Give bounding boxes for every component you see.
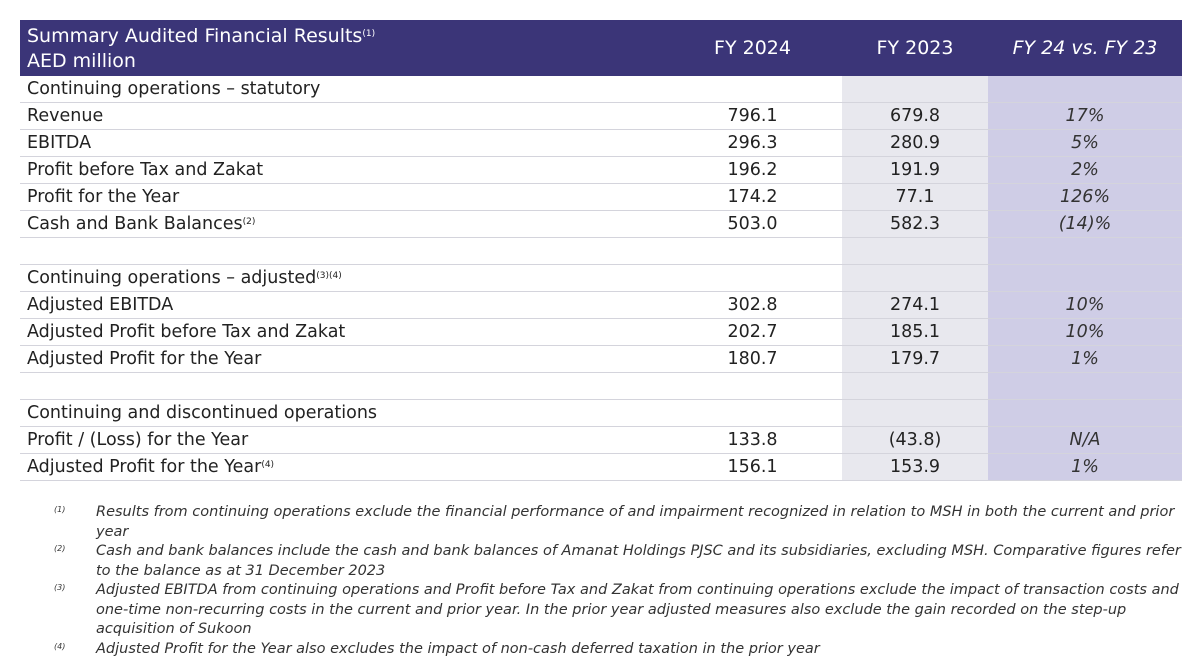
column-header-fy2023: FY 2023 [842,20,988,76]
cell-change: 1% [988,454,1182,480]
cell-fy2024: 133.8 [680,427,825,453]
cell-change [988,373,1182,399]
table-row [20,454,1182,481]
row-label: Revenue [27,103,103,129]
cell-change: 2% [988,157,1182,183]
title-footnote-mark: (1) [362,29,375,39]
cell-fy2023: 77.1 [842,184,988,210]
row-label: Adjusted Profit for the Year [27,346,261,372]
row-label: Continuing operations – statutory [27,76,320,102]
footnote-mark: (4) [261,460,274,470]
footnote-mark: (2) [243,217,256,227]
cell-fy2023: (43.8) [842,427,988,453]
row-label [27,454,274,480]
cell-fy2023: 679.8 [842,103,988,129]
cell-change: 10% [988,292,1182,318]
table-row [20,265,1182,292]
footnote-mark: (3) [54,581,65,595]
row-label: Profit for the Year [27,184,179,210]
table-row [20,76,1182,103]
table-row-spacer [20,238,1182,265]
row-label: EBITDA [27,130,91,156]
footnote-text: Cash and bank balances include the cash and bank balances of Amanat Holdings PJSC and its subsidiaries, excluding MSH. Comparative figures refer to the balance as at 31 December 2023 [96,543,1181,579]
row-label: Adjusted Profit before Tax and Zakat [27,319,345,345]
footnote-mark: (1) [54,503,65,517]
cell-fy2023: 191.9 [842,157,988,183]
cell-fy2023: 274.1 [842,292,988,318]
row-label [27,211,255,237]
footnote-item [54,503,1190,542]
cell-fy2024: 180.7 [680,346,825,372]
cell-fy2024: 156.1 [680,454,825,480]
footnote-item [54,542,1190,581]
row-label: Continuing and discontinued operations [27,400,377,426]
cell-change: 17% [988,103,1182,129]
footnote-mark: (4) [54,640,65,654]
footnote-item [54,581,1190,640]
cell-change: 5% [988,130,1182,156]
row-label [27,265,342,291]
cell-fy2023: 179.7 [842,346,988,372]
cell-fy2023 [842,265,988,291]
row-label-text: Adjusted Profit for the Year [27,457,261,477]
cell-change [988,238,1182,264]
cell-fy2024: 296.3 [680,130,825,156]
cell-change: N/A [988,427,1182,453]
row-label: Profit / (Loss) for the Year [27,427,248,453]
table-row [20,292,1182,319]
cell-fy2024: 196.2 [680,157,825,183]
row-label: Profit before Tax and Zakat [27,157,263,183]
table-row [20,103,1182,130]
table-row-spacer [20,373,1182,400]
cell-fy2023 [842,373,988,399]
cell-change: 126% [988,184,1182,210]
footnote-mark: (2) [54,542,65,556]
cell-fy2024: 503.0 [680,211,825,237]
footnote-item [54,640,1190,659]
cell-fy2023: 280.9 [842,130,988,156]
financial-results-table [20,20,1182,481]
row-label: Adjusted EBITDA [27,292,173,318]
cell-fy2023: 185.1 [842,319,988,345]
table-row [20,157,1182,184]
cell-fy2023: 582.3 [842,211,988,237]
column-header-change: FY 24 vs. FY 23 [988,20,1182,76]
footnote-text: Adjusted Profit for the Year also excludes the impact of non-cash deferred taxation in the prior year [96,641,820,657]
cell-fy2023 [842,238,988,264]
table-title-text: Summary Audited Financial Results [27,25,362,47]
table-unit: AED million [27,49,136,73]
table-row [20,427,1182,454]
table-title [27,24,375,48]
cell-fy2023 [842,400,988,426]
cell-change [988,400,1182,426]
cell-change [988,76,1182,102]
table-row [20,130,1182,157]
footnote-text: Adjusted EBITDA from continuing operations and Profit before Tax and Zakat from continuing operations exclude the impact of transaction costs and one-time non-recurring costs in the current and prior year. In the prior year adjusted measures also exclude the gain recorded on the step-up acquisition of Sukoon [96,582,1179,637]
cell-fy2024: 796.1 [680,103,825,129]
footnote-mark: (3)(4) [316,271,342,281]
table-row [20,319,1182,346]
cell-change: (14)% [988,211,1182,237]
cell-change [988,265,1182,291]
cell-fy2024: 302.8 [680,292,825,318]
table-row [20,400,1182,427]
table-row [20,211,1182,238]
table-row [20,346,1182,373]
table-row [20,184,1182,211]
column-header-fy2024: FY 2024 [680,20,825,76]
cell-fy2023 [842,76,988,102]
row-label-text: Continuing operations – adjusted [27,268,316,288]
cell-change: 1% [988,346,1182,372]
row-label-text: Cash and Bank Balances [27,214,243,234]
footnotes [54,503,1190,659]
cell-fy2023: 153.9 [842,454,988,480]
cell-change: 10% [988,319,1182,345]
footnote-text: Results from continuing operations exclude the financial performance of and impairment recognized in relation to MSH in both the current and prior year [96,504,1174,540]
cell-fy2024: 202.7 [680,319,825,345]
cell-fy2024: 174.2 [680,184,825,210]
table-header [20,20,1182,76]
